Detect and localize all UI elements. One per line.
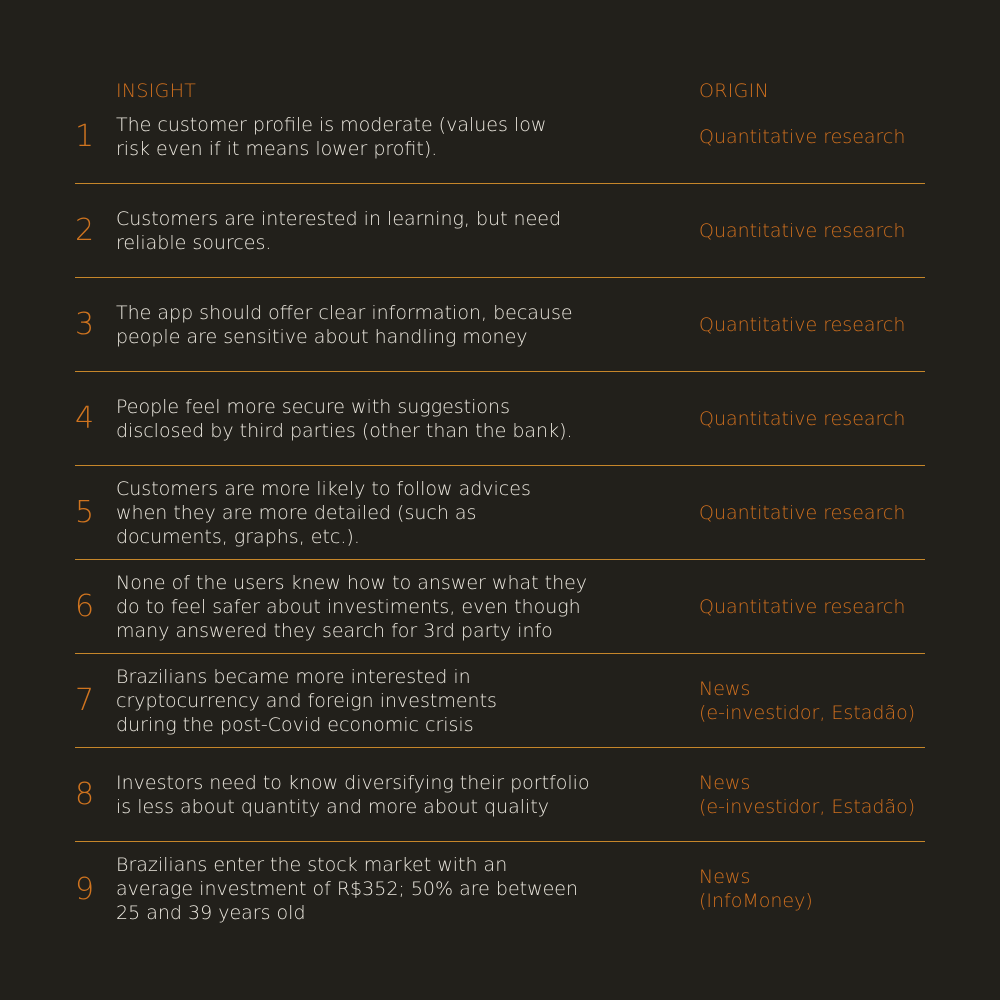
row-number: 6: [75, 589, 95, 624]
origin-text: News (e-investidor, Estadão): [699, 677, 916, 724]
origin-text: Quantitative research: [699, 313, 906, 336]
origin-text: Quantitative research: [699, 595, 906, 618]
origin-text: Quantitative research: [699, 501, 906, 524]
insight-text: Investors need to know diversifying their portfolio is less about quantity and more about quality: [116, 771, 590, 818]
table-row: [75, 560, 925, 654]
row-number: 9: [75, 871, 95, 907]
insight-text: The customer profile is moderate (values low risk even if it means lower profit).: [116, 113, 547, 160]
table-row: [75, 748, 925, 842]
table-row: [75, 654, 925, 748]
insight-text: None of the users knew how to answer what they do to feel safer about investiments, even though many answered they search for 3rd party info: [116, 571, 588, 642]
insight-column-header: INSIGHT: [116, 80, 197, 102]
origin-column-header: ORIGIN: [699, 80, 770, 102]
table-row: [75, 90, 925, 184]
row-number: 7: [75, 683, 95, 718]
insight-text: Brazilians became more interested in cryptocurrency and foreign investments during the post-Covid economic crisis: [116, 665, 497, 736]
table-row: [75, 278, 925, 372]
row-number: 4: [75, 401, 95, 436]
table-row: [75, 466, 925, 560]
table-row: [75, 842, 925, 936]
insight-text: People feel more secure with suggestions disclosed by third parties (other than the bank).: [116, 395, 573, 442]
insights-table: [75, 90, 925, 936]
origin-text: Quantitative research: [699, 219, 906, 242]
table-row: [75, 184, 925, 278]
insight-text: Customers are interested in learning, but need reliable sources.: [116, 207, 562, 254]
origin-text: Quantitative research: [699, 125, 906, 148]
insight-text: Brazilians enter the stock market with an average investment of R$352; 50% are between 25 and 39 years old: [116, 854, 579, 924]
origin-text: News (InfoMoney): [699, 866, 813, 912]
origin-text: News (e-investidor, Estadão): [699, 771, 916, 818]
insight-text: Customers are more likely to follow advices when they are more detailed (such as documents, graphs, etc.).: [116, 477, 531, 548]
origin-text: Quantitative research: [699, 407, 906, 430]
row-number: 8: [75, 777, 95, 812]
row-number: 3: [75, 307, 95, 342]
insight-text: The app should offer clear information, because people are sensitive about handling money: [116, 301, 573, 348]
table-row: [75, 372, 925, 466]
row-number: 5: [75, 495, 95, 530]
row-number: 1: [75, 119, 95, 154]
row-number: 2: [75, 213, 95, 248]
